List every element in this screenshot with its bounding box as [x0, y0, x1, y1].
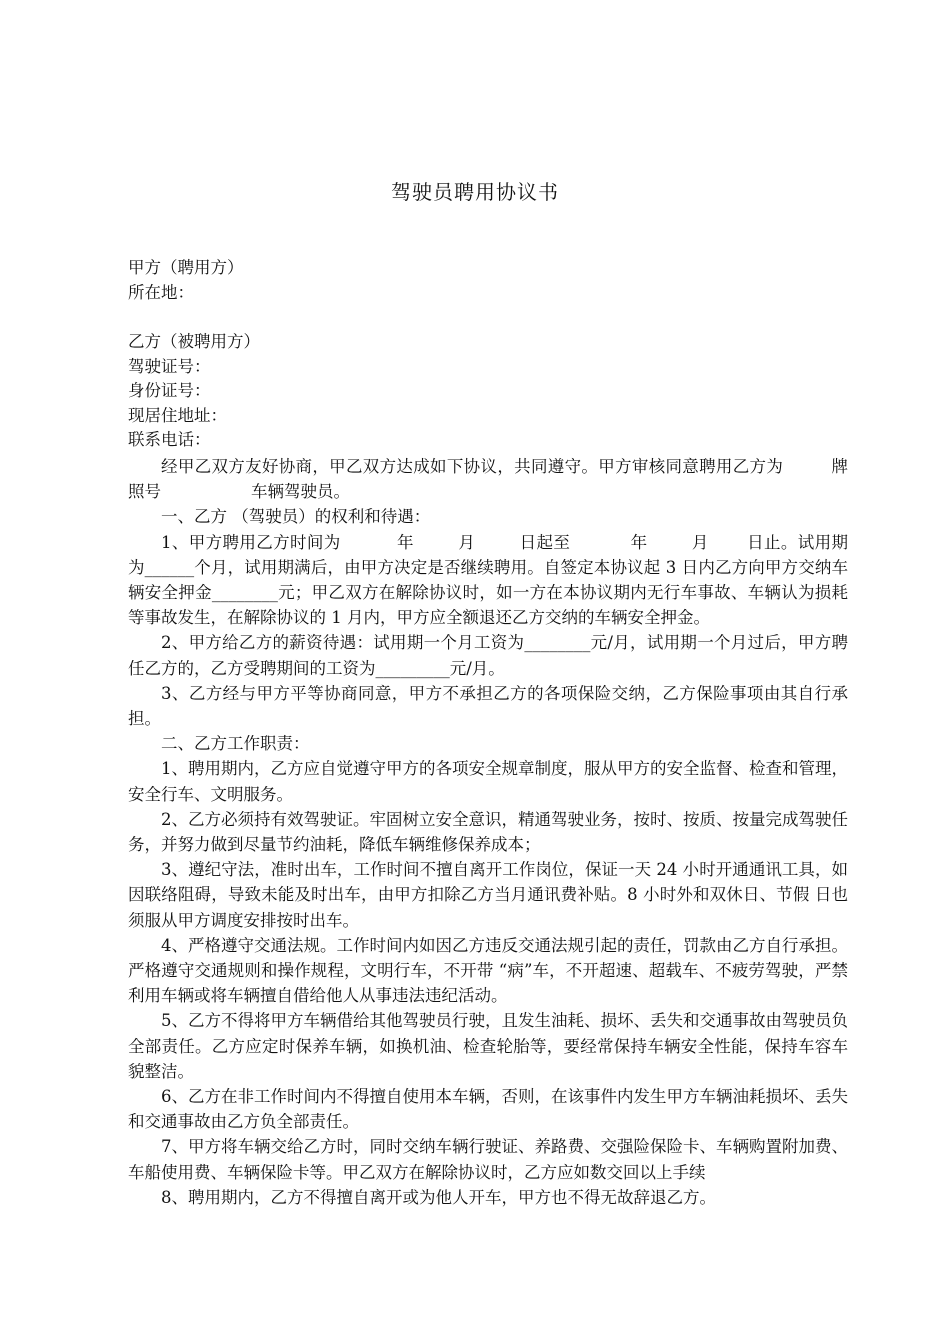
- party-b-label: 乙方（被聘用方）: [128, 332, 260, 351]
- section-1-clause-2: 2、甲方给乙方的薪资待遇：试用期一个月工资为________元/月，试用期一个月过后，甲方聘任乙方的，乙方受聘期间的工资为_________元/月。: [128, 633, 848, 678]
- id-number-field: 身份证号：: [128, 381, 211, 401]
- party-a-block: [128, 256, 848, 305]
- section-2-clause-5: 5、乙方不得将甲方车辆借给其他驾驶员行驶，且发生油耗、损坏、丢失和交通事故由驾驶员负全部责任。乙方应定时保养车辆，如换机油、检查轮胎等，要经常保持车辆安全性能，保持车容车貌整洁。: [128, 1011, 848, 1081]
- section-2-clause-3: 3、遵纪守法，准时出车，工作时间不擅自离开工作岗位，保证一天 24 小时开通通讯工具，如因联络阻碍，导致未能及时出车，由甲方扣除乙方当月通讯费补贴。8 小时外和双休日、节假 日也须服从甲方调度安排按时出车。: [128, 860, 848, 930]
- section-2-clause-8: 8、聘用期内，乙方不得擅自离开或为他人开车，甲方也不得无故辞退乙方。: [161, 1187, 716, 1207]
- agreement-body: [128, 454, 848, 1210]
- section-1-clause-3: 3、乙方经与甲方平等协商同意，甲方不承担乙方的各项保险交纳，乙方保险事项由其自行承担。: [128, 683, 848, 729]
- section-2-heading: 二、乙方工作职责：: [161, 734, 310, 754]
- document-title: 驾驶员聘用协议书: [391, 180, 559, 204]
- party-b-block: [128, 330, 848, 453]
- section-2-clause-2: 2、乙方必须持有效驾驶证。牢固树立安全意识，精通驾驶业务，按时、按质、按量完成驾驶任务，并努力做到尽量节约油耗，降低车辆维修保养成本；: [128, 809, 848, 855]
- section-1-clause-1: 1、甲方聘用乙方时间为 年 月 日起至 年 月 日止。试用期为______个月，试用期满后，由甲方决定是否继续聘用。自签定本协议起 3 日内乙方向甲方交纳车辆安全押金________元；甲乙双方在解除协议时，如一方在本协议期内无行车事故、车辆认为损耗等事故发生，在解除协议的 1 月内，甲方应全额退还乙方交纳的车辆安全押金。: [128, 532, 849, 628]
- party-a-address-field: 所在地：: [128, 282, 194, 302]
- section-2-clause-7: 7、甲方将车辆交给乙方时，同时交纳车辆行驶证、养路费、交强险保险卡、车辆购置附加费、车船使用费、车辆保险卡等。甲乙双方在解除协议时，乙方应如数交回以上手续: [128, 1137, 848, 1182]
- party-a-label: 甲方（聘用方）: [128, 258, 244, 277]
- phone-field: 联系电话：: [128, 430, 211, 450]
- section-2-clause-4: 4、严格遵守交通法规。工作时间内如因乙方违反交通法规引起的责任，罚款由乙方自行承担。严格遵守交通规则和操作规程，文明行车，不开带 “病”车，不开超速、超载车、不疲劳驾驶，严禁利用车辆或将车辆擅自借给他人从事违法违纪活动。: [128, 935, 848, 1006]
- section-1-heading: 一、乙方 （驾驶员）的权利和待遇：: [161, 507, 431, 527]
- section-2-clause-1: 1、聘用期内，乙方应自觉遵守甲方的各项安全规章制度，服从甲方的安全监督、检查和管理，安全行车、文明服务。: [128, 759, 848, 804]
- license-number-field: 驾驶证号：: [128, 356, 211, 376]
- residence-address-field: 现居住地址：: [128, 405, 227, 425]
- intro-paragraph: 经甲乙双方友好协商，甲乙双方达成如下协议，共同遵守。甲方审核同意聘用乙方为 牌照号 车辆驾驶员。: [128, 457, 849, 502]
- section-2-clause-6: 6、乙方在非工作时间内不得擅自使用本车辆，否则，在该事件内发生甲方车辆油耗损坏、丢失和交通事故由乙方负全部责任。: [128, 1087, 848, 1132]
